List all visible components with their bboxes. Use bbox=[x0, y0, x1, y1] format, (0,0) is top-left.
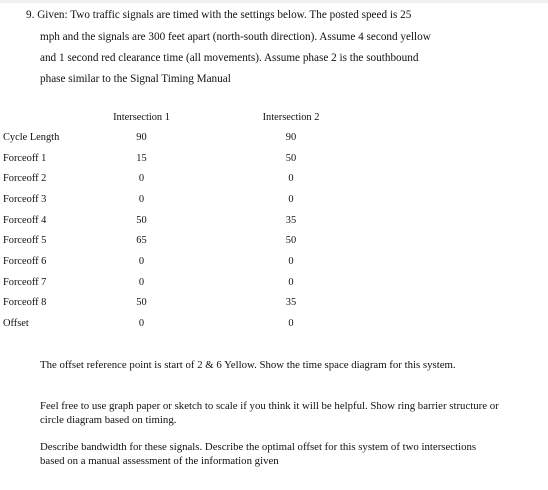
bandwidth-paragraph: Describe bandwidth for these signals. Describe the optimal offset for this system of two intersections based on a manual assessment of the information given bbox=[40, 441, 477, 467]
row-label: Forceoff 8 bbox=[3, 297, 47, 309]
table-row bbox=[3, 127, 336, 148]
intersection-1-value: 15 bbox=[136, 152, 147, 164]
header-intersection-2: Intersection 2 bbox=[262, 111, 320, 123]
question-line-4: phase similar to the Signal Timing Manual bbox=[40, 73, 231, 85]
intersection-1-value: 90 bbox=[136, 131, 147, 143]
row-label: Forceoff 1 bbox=[3, 152, 47, 164]
intersection-2-value: 0 bbox=[288, 193, 294, 205]
intersection-1-value: 0 bbox=[138, 318, 145, 330]
table-row bbox=[3, 230, 336, 251]
offset-reference-paragraph: The offset reference point is start of 2 & 6 Yellow. Show the time space diagram for this system. bbox=[40, 359, 456, 371]
question-line-3: and 1 second red clearance time (all movements). Assume phase 2 is the southbound bbox=[40, 52, 419, 64]
intersection-2-value: 50 bbox=[285, 152, 297, 164]
table-row bbox=[3, 251, 336, 272]
row-label: Forceoff 5 bbox=[3, 235, 47, 247]
table-header-row bbox=[3, 107, 336, 127]
row-label: Offset bbox=[3, 318, 29, 330]
intersection-1-value: 0 bbox=[138, 193, 145, 205]
row-label: Cycle Length bbox=[3, 131, 60, 143]
table-row bbox=[3, 189, 336, 210]
table-row bbox=[3, 148, 336, 169]
intersection-1-value: 0 bbox=[138, 255, 145, 267]
row-label: Forceoff 6 bbox=[3, 255, 47, 267]
table-row bbox=[3, 210, 336, 231]
intersection-2-value: 0 bbox=[288, 255, 294, 267]
intersection-1-value: 0 bbox=[138, 173, 145, 185]
intersection-1-value: 65 bbox=[136, 235, 147, 247]
row-label: Forceoff 4 bbox=[3, 214, 47, 226]
row-label: Forceoff 2 bbox=[3, 173, 47, 185]
signal-timing-table bbox=[3, 107, 336, 334]
table-row bbox=[3, 293, 336, 314]
intersection-1-value: 0 bbox=[138, 276, 145, 288]
table-row bbox=[3, 168, 336, 189]
intersection-2-value: 35 bbox=[285, 297, 297, 309]
intersection-1-value: 50 bbox=[136, 214, 147, 226]
graph-paper-paragraph: Feel free to use graph paper or sketch to scale if you think it will be helpful. Show ring barrier structure or circle diagram based on timing. bbox=[40, 400, 499, 426]
row-label: Forceoff 7 bbox=[3, 276, 47, 288]
header-label bbox=[3, 107, 103, 127]
header-intersection-1: Intersection 1 bbox=[113, 111, 170, 123]
table-row bbox=[3, 313, 336, 334]
top-border bbox=[0, 0, 548, 3]
intersection-2-value: 0 bbox=[288, 173, 294, 185]
intersection-2-value: 90 bbox=[285, 131, 297, 143]
intersection-2-value: 0 bbox=[288, 276, 294, 288]
intersection-2-value: 35 bbox=[285, 214, 297, 226]
intersection-2-value: 0 bbox=[288, 318, 294, 330]
table-row bbox=[3, 272, 336, 293]
row-label: Forceoff 3 bbox=[3, 193, 47, 205]
intersection-1-value: 50 bbox=[136, 297, 147, 309]
question-line-1: 9. Given: Two traffic signals are timed with the settings below. The posted speed is 25 bbox=[26, 9, 412, 21]
question-line-2: mph and the signals are 300 feet apart (north-south direction). Assume 4 second yellow bbox=[40, 31, 431, 43]
intersection-2-value: 50 bbox=[285, 235, 297, 247]
